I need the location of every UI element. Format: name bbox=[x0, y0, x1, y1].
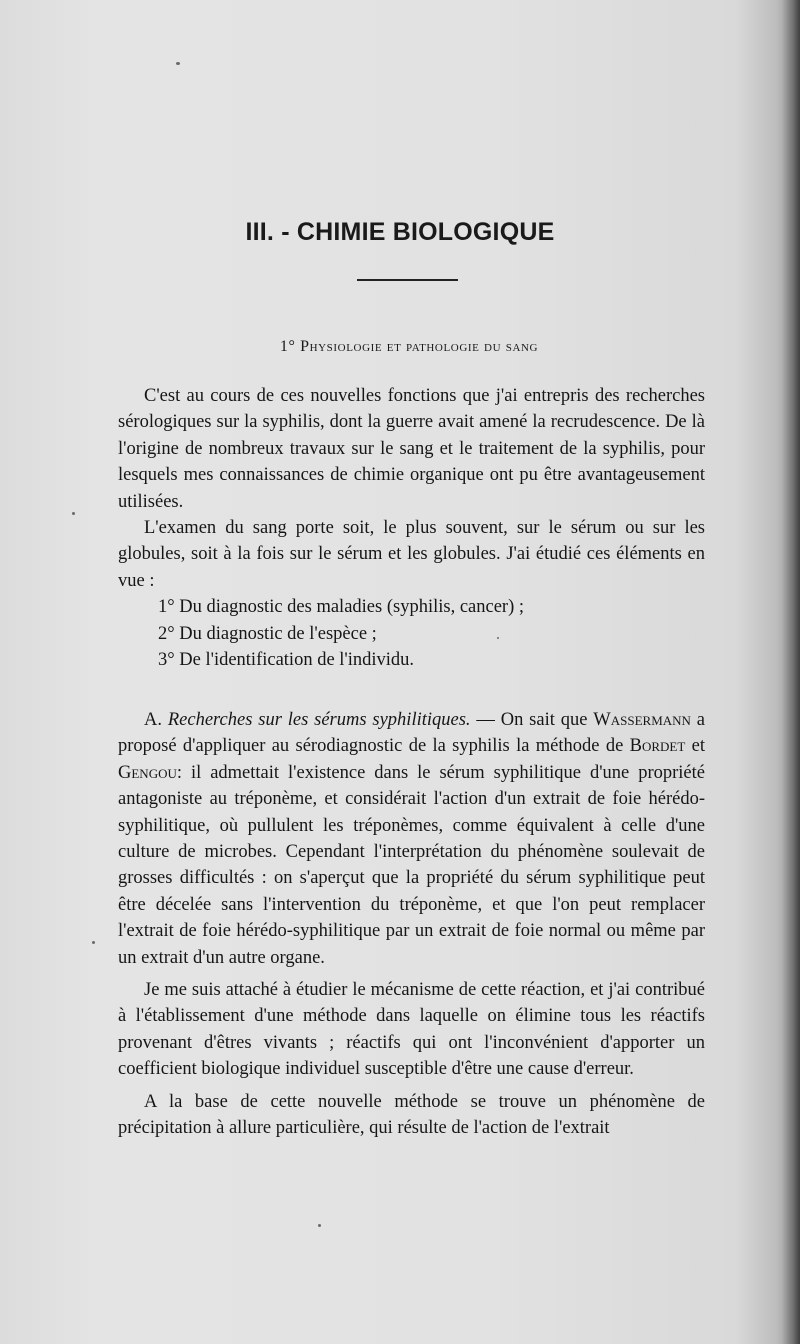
list-item: 1° Du diagnostic des maladies (syphilis, cancer) ; bbox=[158, 597, 524, 618]
paragraph: L'examen du sang porte soit, le plus souvent, sur le sérum ou sur les globules, soit à la fois sur le sérum et les globules. J'ai étudié ces éléments en vue : bbox=[118, 518, 705, 591]
intro-block bbox=[118, 383, 705, 673]
scan-speck bbox=[72, 512, 75, 515]
title-divider bbox=[357, 279, 458, 281]
author-name: Wassermann bbox=[593, 710, 691, 730]
scan-speck bbox=[176, 62, 180, 65]
em-dash: — bbox=[476, 710, 495, 730]
paragraph: C'est au cours de ces nouvelles fonctions que j'ai entrepris des recherches sérologiques sur la syphilis, dont la guerre avait amené la recrudescence. De là l'origine de nombreux travaux sur le sang et le traitement de la syphilis, pour lesquels mes connaissances de chimie organique ont pu être avantageusement utilisées. bbox=[118, 386, 705, 512]
section-heading-text: Physiologie et pathologie du sang bbox=[300, 338, 539, 355]
section-heading bbox=[0, 338, 800, 356]
scan-speck bbox=[318, 1224, 321, 1227]
section-number: 1° bbox=[279, 338, 296, 355]
list-item: 3° De l'identification de l'individu. bbox=[158, 650, 415, 671]
page-edge-shadow bbox=[782, 0, 800, 1344]
section-a-title: Recherches sur les sérums syphilitiques. bbox=[167, 710, 471, 730]
list-item: 2° Du diagnostic de l'espèce ; bbox=[158, 623, 377, 644]
text-run: On sait que bbox=[500, 710, 588, 730]
text-run: a proposé d'appliquer au sérodiagnostic de la syphilis la méthode de bbox=[118, 710, 705, 757]
section-a-paragraph bbox=[118, 707, 705, 971]
author-name: Gengou bbox=[118, 762, 177, 783]
paragraph: Je me suis attaché à étudier le mécanisme de cette réaction, et j'ai contribué à l'établissement d'une méthode dans laquelle on élimine tous les réactifs provenant d'êtres vivants ; réactifs qui ont l'inconvénient d'apporter un coefficient biologique individuel susceptible d'être une cause d'erreur. bbox=[118, 980, 705, 1080]
section-a-block bbox=[118, 707, 705, 1142]
text-run: et bbox=[691, 736, 705, 757]
chapter-title: III. - CHIMIE BIOLOGIQUE bbox=[245, 218, 555, 246]
text-run: : il admettait l'existence dans le sérum syphilitique d'une propriété antagoniste au tréponème, et considérait l'action d'un extrait de foie hérédo-syphilitique, où pullulent les tréponèmes, comme équivalent à celle d'une culture de microbes. Cependant l'interprétation du phénomène soulevait de grosses difficultés : on s'aperçut que la propriété du sérum syphilitique peut être décelée sans l'intervention du tréponème, et que l'on peut remplacer l'extrait de foie hérédo-syphilitique par un extrait de foie normal ou même par un extrait d'un autre organe. bbox=[118, 762, 705, 968]
paragraph: A la base de cette nouvelle méthode se trouve un phénomène de précipitation à allure particulière, qui résulte de l'action de l'extrait bbox=[118, 1091, 705, 1139]
scan-speck bbox=[92, 941, 95, 944]
author-name: Bordet bbox=[629, 736, 686, 757]
section-a-letter: A. bbox=[144, 710, 162, 730]
